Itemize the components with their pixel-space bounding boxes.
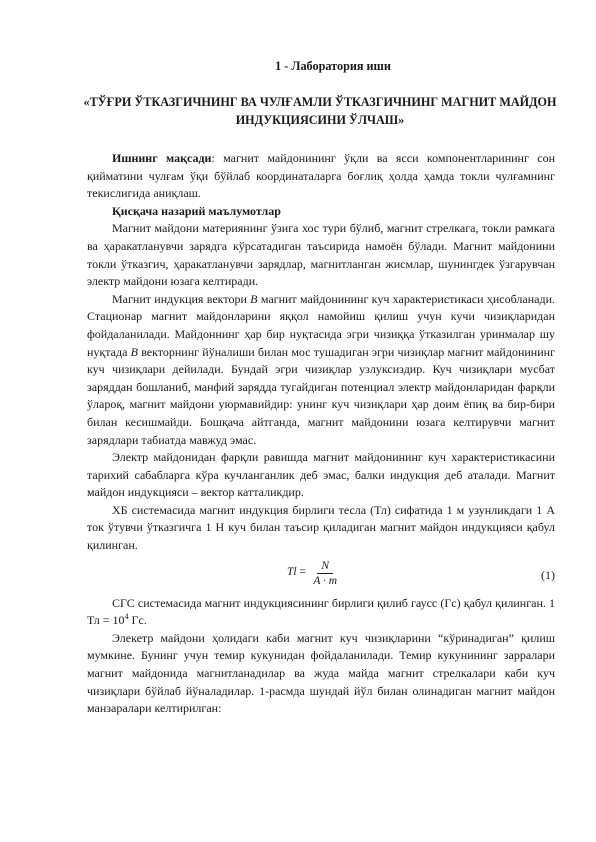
purpose-text: : магнит майдонининг ўқли ва ясси компонентларининг сон қийматини чулғам ўқи бўйлаб координаталарга боғлиқ ҳолда ҳамда токли чулғамнинг текислигида аниқлаш. xyxy=(87,151,555,201)
body-text xyxy=(87,150,555,718)
paragraph-5-part-b: Гс. xyxy=(128,613,147,628)
formula-lhs: Tl xyxy=(287,566,297,579)
paragraph-5 xyxy=(87,595,555,630)
formula-fraction xyxy=(309,559,341,588)
paragraph-2-part-c: векторнинг йўналиши билан мос тушадиган эгри чизиқлар магнит майдонининг куч чизиқлари дейилади. Бундай эгри чизиқлар узлуксиздир. Куч чизиқлари мусбат заряддан бошланиб, манфий зарядда тугайдиган потенциал электр майдонларидан фарқли ўлароқ, магнит майдони уюрмавийдир: унинг куч чизиқлари ҳар доим ёпиқ ва бир-бири билан кесишмайди. Бошқача айтганда, магнит майдонини юзага келтирувчи магнит зарядлари табиатда мавжуд эмас. xyxy=(87,344,555,447)
theory-heading: Қисқача назарий маълумотлар xyxy=(112,203,281,218)
formula-equals: = xyxy=(298,566,307,579)
formula-numerator: N xyxy=(317,559,333,574)
exponent: 4 xyxy=(124,612,129,622)
paragraph-3: Электр майдонидан фарқли равишда магнит майдонининг куч характеристикасини тарихий сабабларга кўра кучланганлик деб эмас, балки индукция деб аталади. Магнит майдон индукцияси – вектор катталикдир. xyxy=(87,450,555,500)
vector-b-symbol: B xyxy=(250,291,258,306)
equation-number: (1) xyxy=(541,567,555,582)
purpose-label: Ишнинг мақсади xyxy=(112,151,212,165)
lab-title: 1 - Лаборатория иши xyxy=(275,59,391,73)
formula-1 xyxy=(87,555,555,595)
purpose-paragraph xyxy=(87,150,555,203)
paragraph-2-part-b: магнит майдонининг куч характеристикаси ҳисобланади. Стационар магнит майдонларини яққол намойиш қилиш учун кучи чизиқларидан фойдаланилади. Майдоннинг ҳар бир нуқтасида эгри чизиққа ўтказилган уринмалар шу нуқтада xyxy=(87,291,555,359)
paragraph-2-part-a: Магнит индукция вектори xyxy=(112,291,251,306)
paragraph-2 xyxy=(87,291,555,449)
paragraph-6: Элекетр майдони ҳолидаги каби магнит куч чизиқларини “кўринадиган” қилиш мумкине. Бунинг учун темир кукунидан фойдаланилади. Темир кукунининг зарралари магнит майдонида магнитланадилар ва жуда майда магнит стрелкалари каби куч чизиқлари бўйлаб йўналадилар. 1-расмда шундай йўл билан олинадиган магнит майдон манзаралари келтирилган: xyxy=(87,630,555,716)
paragraph-1: Магнит майдони материянинг ўзига хос тури бўлиб, магнит стрелкага, токли рамкага ва ҳаракатланувчи зарядга кўрсатадиган таъсирида намоён бўлади. Магнит майдонини токли ўтказгич, ҳаракатланувчи зарядлар, магнитланган жисмлар, шунингдек ўзгарувчан электр майдони юзага келтиради. xyxy=(87,221,555,289)
formula-denominator: A · m xyxy=(313,574,338,587)
paragraph-4: ХБ системасида магнит индукция бирлиги тесла (Тл) сифатида 1 м узунликдаги 1 А ток ўтувчи ўтказгичга 1 Н куч билан таъсир қиладиган магнит майдон индукцияси қабул қилинган. xyxy=(87,502,555,553)
paragraph-5-part-a: СГС системасида магнит индукциясининг бирлиги қилиб гаусс (Гс) қабул қилинган. 1 Тл = 10 xyxy=(87,595,555,628)
work-title: «ТЎҒРИ ЎТКАЗГИЧНИНГ ВА ЧУЛҒАМЛИ ЎТКАЗГИЧНИНГ МАГНИТ МАЙДОН ИНДУКЦИЯСИНИ ЎЛЧАШ» xyxy=(83,95,557,127)
formula-expression xyxy=(287,559,341,588)
vector-b-symbol: B xyxy=(130,344,138,359)
